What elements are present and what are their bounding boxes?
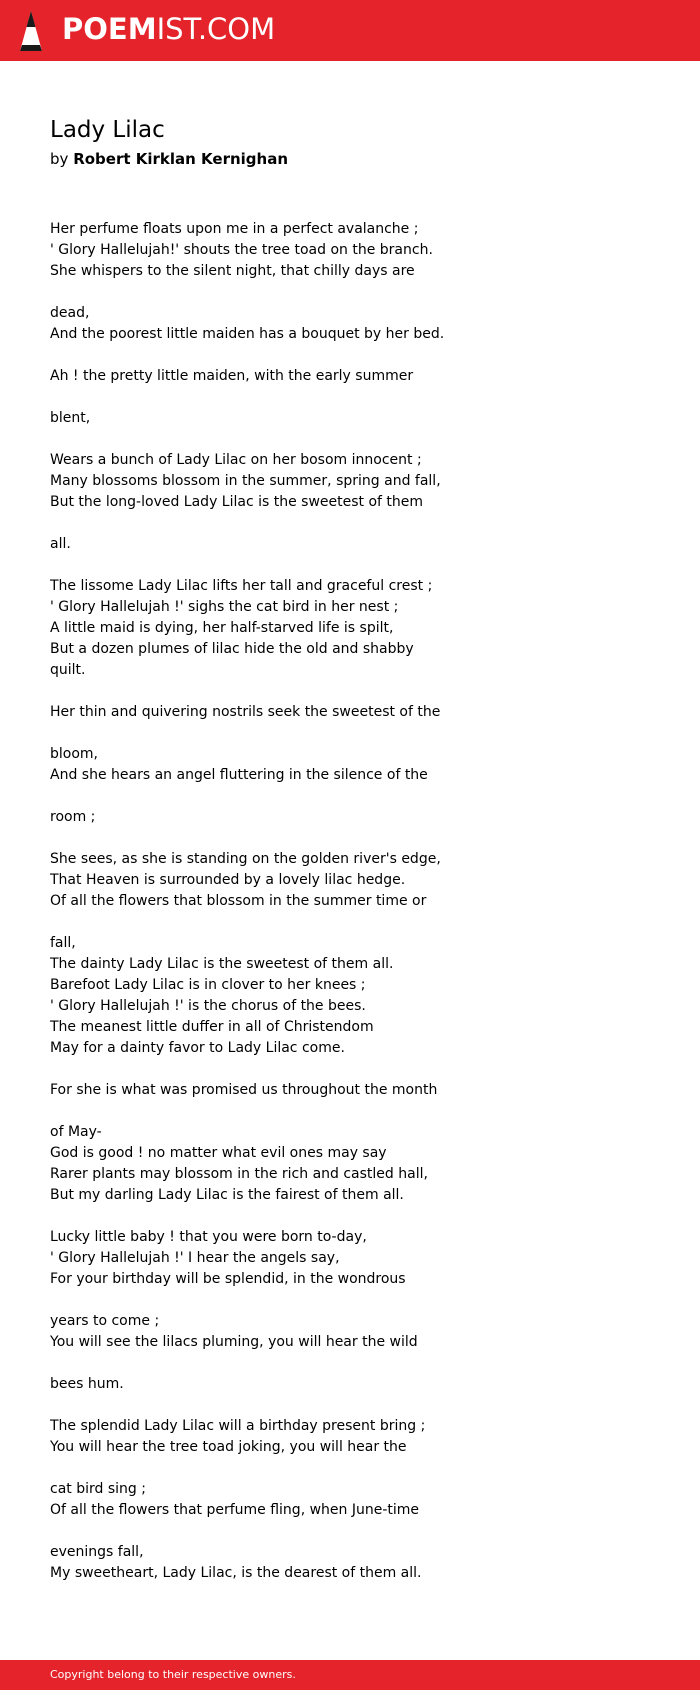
poem-line: of May- (50, 1124, 102, 1140)
stanza-gap (50, 1059, 670, 1080)
stanza-gap (50, 429, 670, 450)
poem-line: But my darling Lady Lilac is the fairest of them all. (50, 1187, 404, 1203)
byline (50, 148, 288, 170)
stanza-gap (50, 1521, 670, 1542)
poem-line: And the poorest little maiden has a bouquet by her bed. (50, 326, 445, 342)
poem-line: Of all the flowers that perfume fling, when June-time (50, 1502, 420, 1518)
copyright-text: Copyright belong to their respective owners. (50, 1668, 296, 1681)
stanza-gap (50, 681, 670, 702)
poem-line: The dainty Lady Lilac is the sweetest of them all. (50, 956, 394, 972)
stanza-gap (50, 1206, 670, 1227)
poem-line: years to come ; (50, 1313, 160, 1329)
poem-line: Rarer plants may blossom in the rich and castled hall, (50, 1166, 428, 1182)
stanza-gap (50, 1101, 670, 1122)
poem-line: May for a dainty favor to Lady Lilac come. (50, 1040, 345, 1056)
poem-line: Wears a bunch of Lady Lilac on her bosom innocent ; (50, 452, 422, 468)
by-label: by (50, 150, 69, 168)
poem-line: Her perfume floats upon me in a perfect avalanche ; (50, 221, 419, 237)
poem-line: The splendid Lady Lilac will a birthday present bring ; (50, 1418, 426, 1434)
site-footer (0, 1660, 700, 1690)
author-name: Robert Kirklan Kernighan (73, 150, 289, 168)
poem-line: Many blossoms blossom in the summer, spring and fall, (50, 473, 441, 489)
poem-line: But a dozen plumes of lilac hide the old and shabby (50, 641, 414, 657)
poem-line: ' Glory Hallelujah !' I hear the angels say, (50, 1250, 340, 1266)
poem-line: blent, (50, 410, 91, 426)
poem-line: She sees, as she is standing on the golden river's edge, (50, 851, 441, 867)
poem-line: all. (50, 536, 71, 552)
stanza-gap (50, 282, 670, 303)
poem-body (50, 219, 670, 1584)
stanza-gap (50, 786, 670, 807)
stanza-gap (50, 1290, 670, 1311)
poem-line: Of all the flowers that blossom in the summer time or (50, 893, 427, 909)
poem-line: dead, (50, 305, 90, 321)
poem-line: bloom, (50, 746, 98, 762)
poem-line: Barefoot Lady Lilac is in clover to her knees ; (50, 977, 366, 993)
poem-line: The meanest little duffer in all of Christendom (50, 1019, 374, 1035)
poem-line: bees hum. (50, 1376, 124, 1392)
poem-line: ' Glory Hallelujah!' shouts the tree toad on the branch. (50, 242, 433, 258)
poem-line: ' Glory Hallelujah !' sighs the cat bird in her nest ; (50, 599, 399, 615)
poem-line: Her thin and quivering nostrils seek the sweetest of the (50, 704, 441, 720)
poem-line: That Heaven is surrounded by a lovely lilac hedge. (50, 872, 406, 888)
stanza-gap (50, 828, 670, 849)
poem-line: A little maid is dying, her half-starved life is spilt, (50, 620, 394, 636)
logo-bold-part: POEM (62, 12, 157, 46)
poem-line: You will see the lilacs pluming, you will hear the wild (50, 1334, 418, 1350)
poem-line: cat bird sing ; (50, 1481, 146, 1497)
poem-line: quilt. (50, 662, 86, 678)
poem-title: Lady Lilac (50, 117, 165, 143)
site-header (0, 0, 700, 61)
poem-line: evenings fall, (50, 1544, 144, 1560)
site-logo[interactable] (62, 11, 275, 47)
poem-line: Ah ! the pretty little maiden, with the early summer (50, 368, 414, 384)
poem-line: For your birthday will be splendid, in the wondrous (50, 1271, 406, 1287)
poem-line: Lucky little baby ! that you were born to-day, (50, 1229, 367, 1245)
poem-line: fall, (50, 935, 76, 951)
poem-line: And she hears an angel fluttering in the silence of the (50, 767, 428, 783)
poem-line: The lissome Lady Lilac lifts her tall and graceful crest ; (50, 578, 433, 594)
stanza-gap (50, 912, 670, 933)
poem-line: For she is what was promised us throughout the month (50, 1082, 438, 1098)
poem-line: ' Glory Hallelujah !' is the chorus of the bees. (50, 998, 366, 1014)
poem-line: room ; (50, 809, 96, 825)
logo-light-part: IST.COM (156, 12, 276, 46)
stanza-gap (50, 1353, 670, 1374)
stanza-gap (50, 513, 670, 534)
stanza-gap (50, 1395, 670, 1416)
poem-line: But the long-loved Lady Lilac is the sweetest of them (50, 494, 424, 510)
poem-line: God is good ! no matter what evil ones may say (50, 1145, 387, 1161)
stanza-gap (50, 345, 670, 366)
poem-line: My sweetheart, Lady Lilac, is the dearest of them all. (50, 1565, 422, 1581)
stanza-gap (50, 1458, 670, 1479)
stanza-gap (50, 387, 670, 408)
stanza-gap (50, 723, 670, 744)
pencil-tip-icon[interactable] (18, 9, 44, 53)
stanza-gap (50, 555, 670, 576)
poem-line: She whispers to the silent night, that chilly days are (50, 263, 415, 279)
poem-line: You will hear the tree toad joking, you will hear the (50, 1439, 407, 1455)
